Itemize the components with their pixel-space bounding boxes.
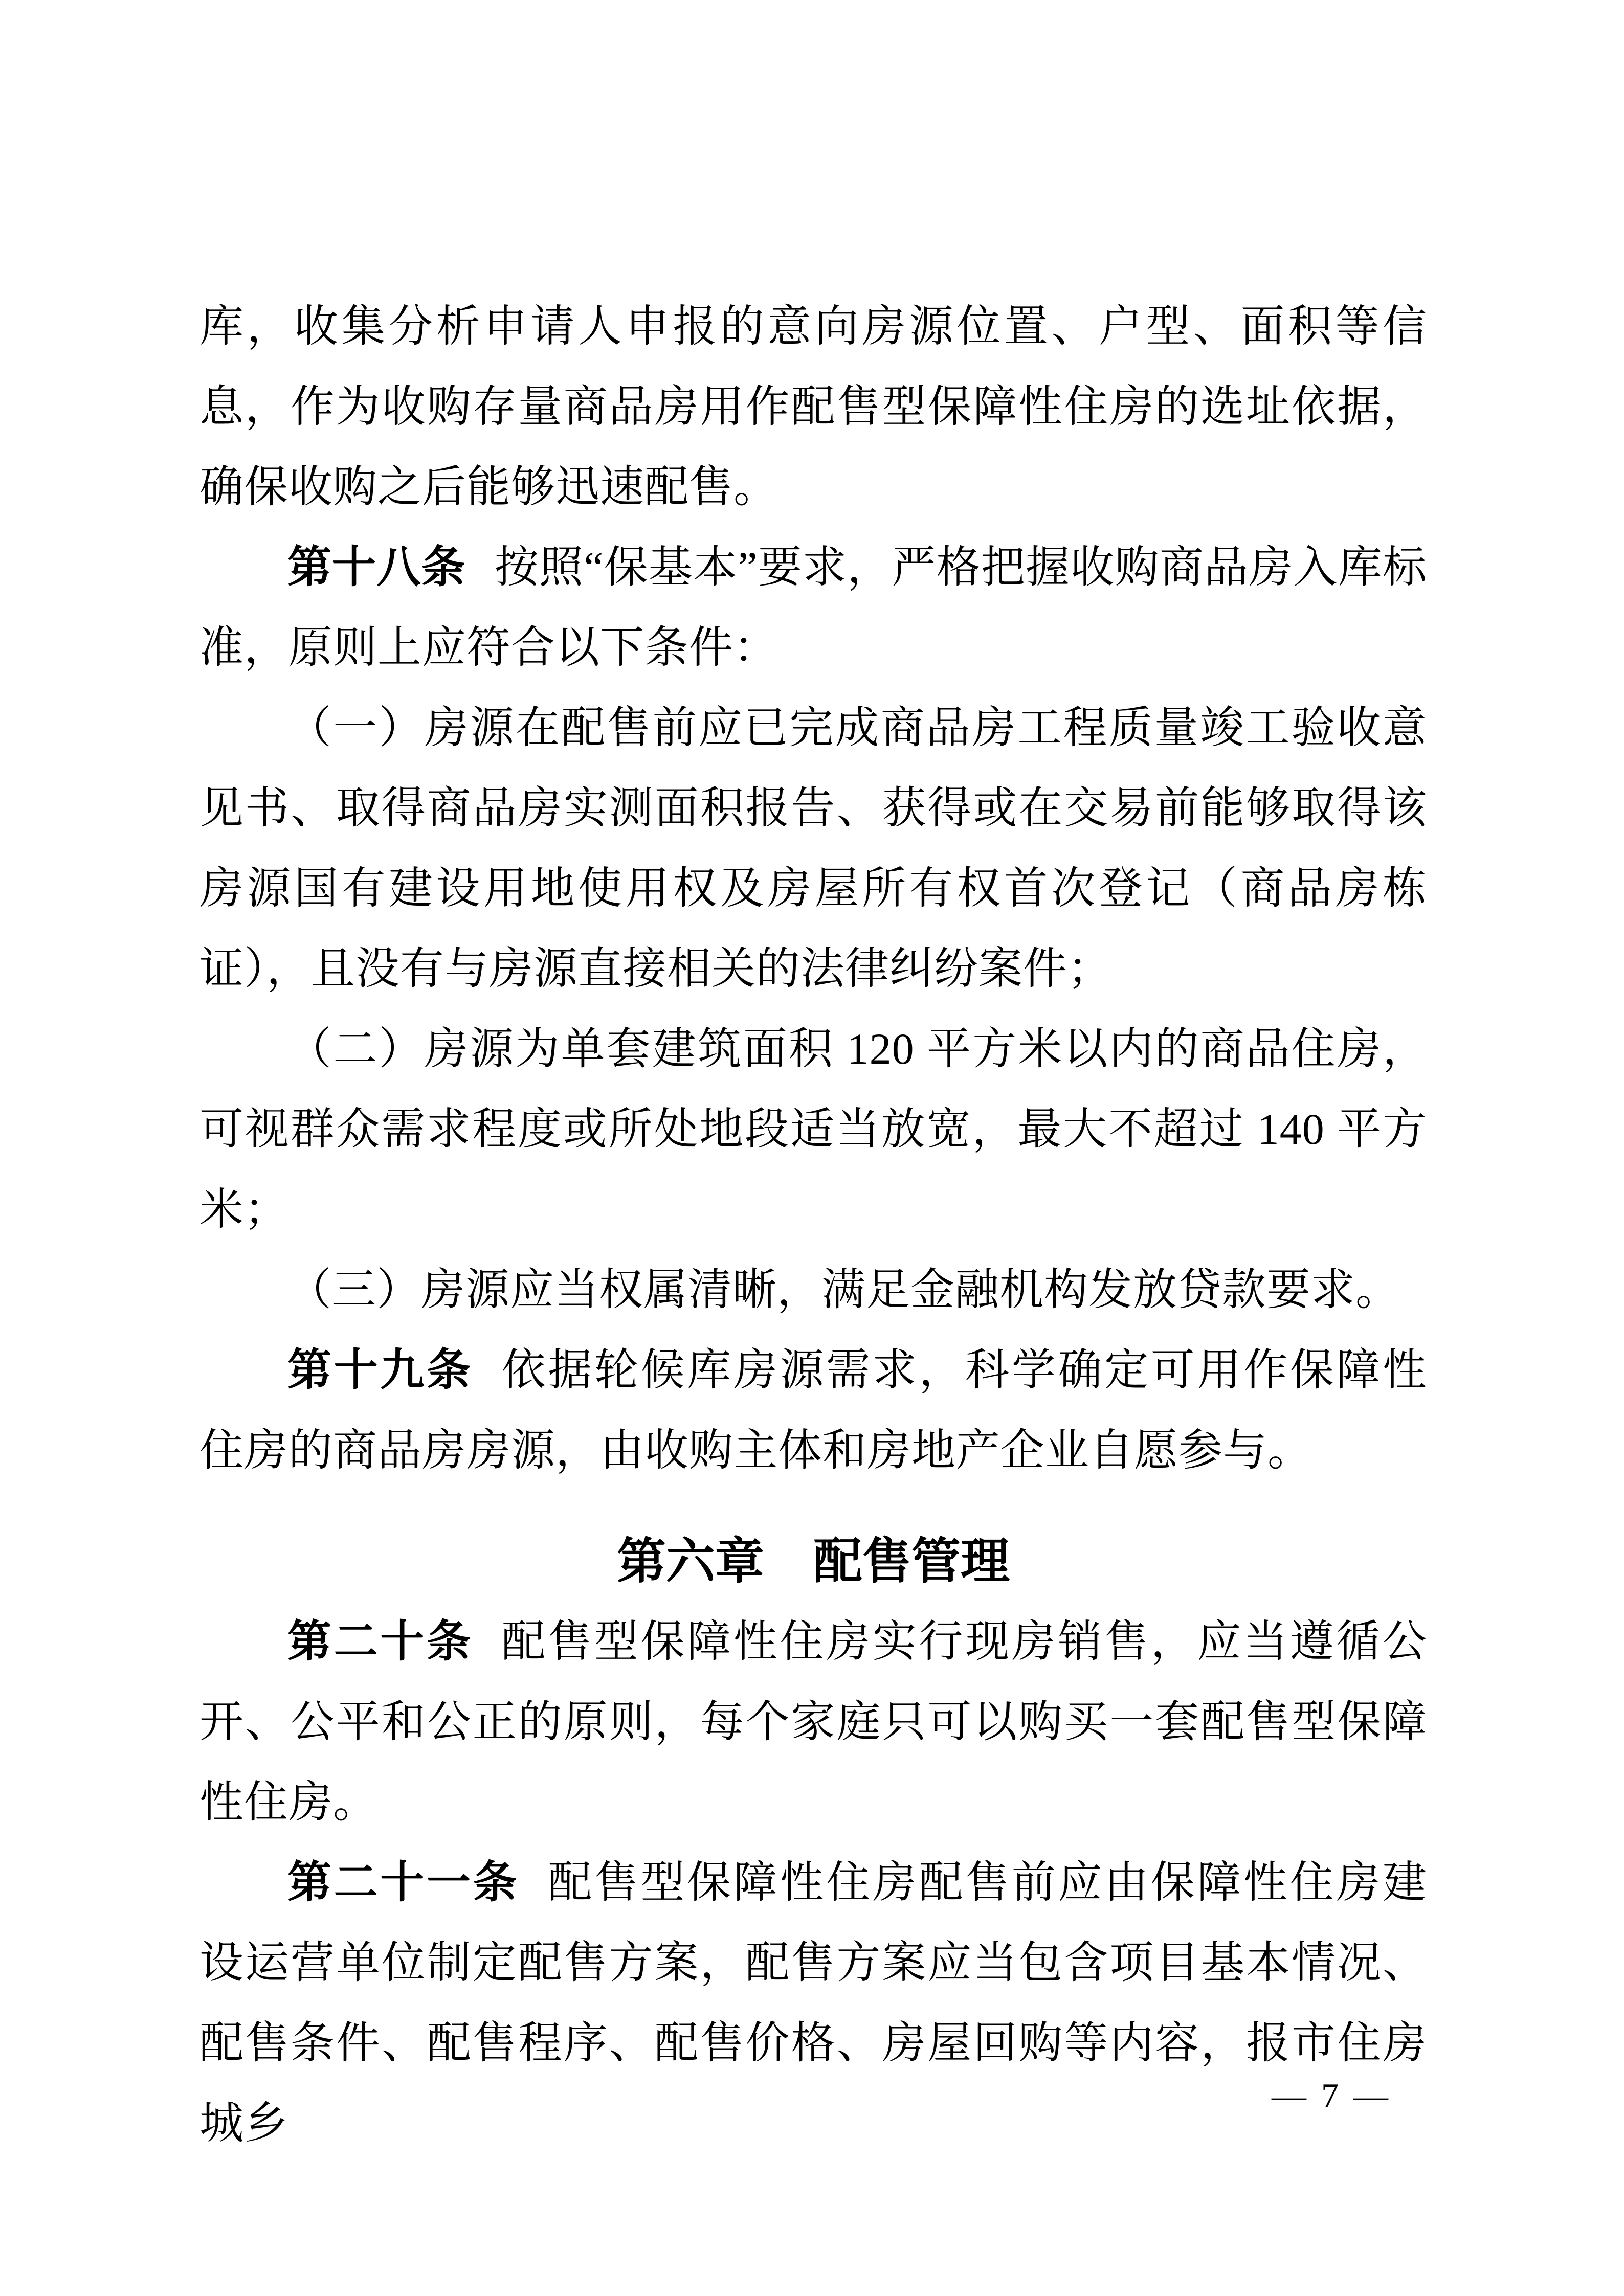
paragraph-article-21: [199, 1842, 1427, 2164]
article-number: 第二十一条: [287, 1858, 520, 1907]
page-number: — 7 —: [1272, 2076, 1391, 2115]
paragraph-text: 库，收集分析申请人申报的意向房源位置、户型、面积等信息，作为收购存量商品房用作配售型保障性住房的选址依据，确保收购之后能够迅速配售。: [199, 302, 1427, 511]
article-number: 第二十条: [287, 1617, 473, 1666]
paragraph-article-20: [199, 1602, 1427, 1842]
paragraph-article-19: [199, 1330, 1427, 1491]
paragraph-item-2: [199, 1009, 1427, 1250]
paragraph-text: （二）房源为单套建筑面积 120 平方米以内的商品住房，可视群众需求程度或所处地段适当放宽，最大不超过 140 平方米；: [199, 1024, 1427, 1234]
chapter-heading: [199, 1521, 1427, 1602]
paragraph-text: 配售型保障性住房配售前应由保障性住房建设运营单位制定配售方案，配售方案应当包含项目基本情况、配售条件、配售程序、配售价格、房屋回购等内容，报市住房城乡: [199, 1858, 1428, 2148]
paragraph-text: 依据轮候库房源需求，科学确定可用作保障性住房的商品房房源，由收购主体和房地产企业自愿参与。: [199, 1345, 1428, 1475]
chapter-title: 配售管理: [813, 1534, 1010, 1589]
paragraph-text: 按照“保基本”要求，严格把握收购商品房入库标准，原则上应符合以下条件：: [199, 543, 1428, 672]
paragraph-item-1: [199, 688, 1427, 1009]
paragraph-item-3: [199, 1250, 1427, 1330]
paragraph-article-18: [199, 527, 1427, 688]
document-body: [199, 286, 1427, 2164]
chapter-number: 第六章: [617, 1534, 764, 1589]
paragraph-text: （一）房源在配售前应已完成商品房工程质量竣工验收意见书、取得商品房实测面积报告、获得或在交易前能够取得该房源国有建设用地使用权及房屋所有权首次登记（商品房栋证），且没有与房源直接相关的法律纠纷案件；: [199, 703, 1427, 993]
article-number: 第十九条: [287, 1345, 473, 1394]
paragraph-text: 配售型保障性住房实行现房销售，应当遵循公开、公平和公正的原则，每个家庭只可以购买一套配售型保障性住房。: [199, 1617, 1428, 1827]
article-number: 第十八条: [287, 543, 466, 592]
paragraph-text: （三）房源应当权属清晰，满足金融机构发放贷款要求。: [287, 1265, 1400, 1314]
paragraph-continuation: [199, 286, 1427, 527]
